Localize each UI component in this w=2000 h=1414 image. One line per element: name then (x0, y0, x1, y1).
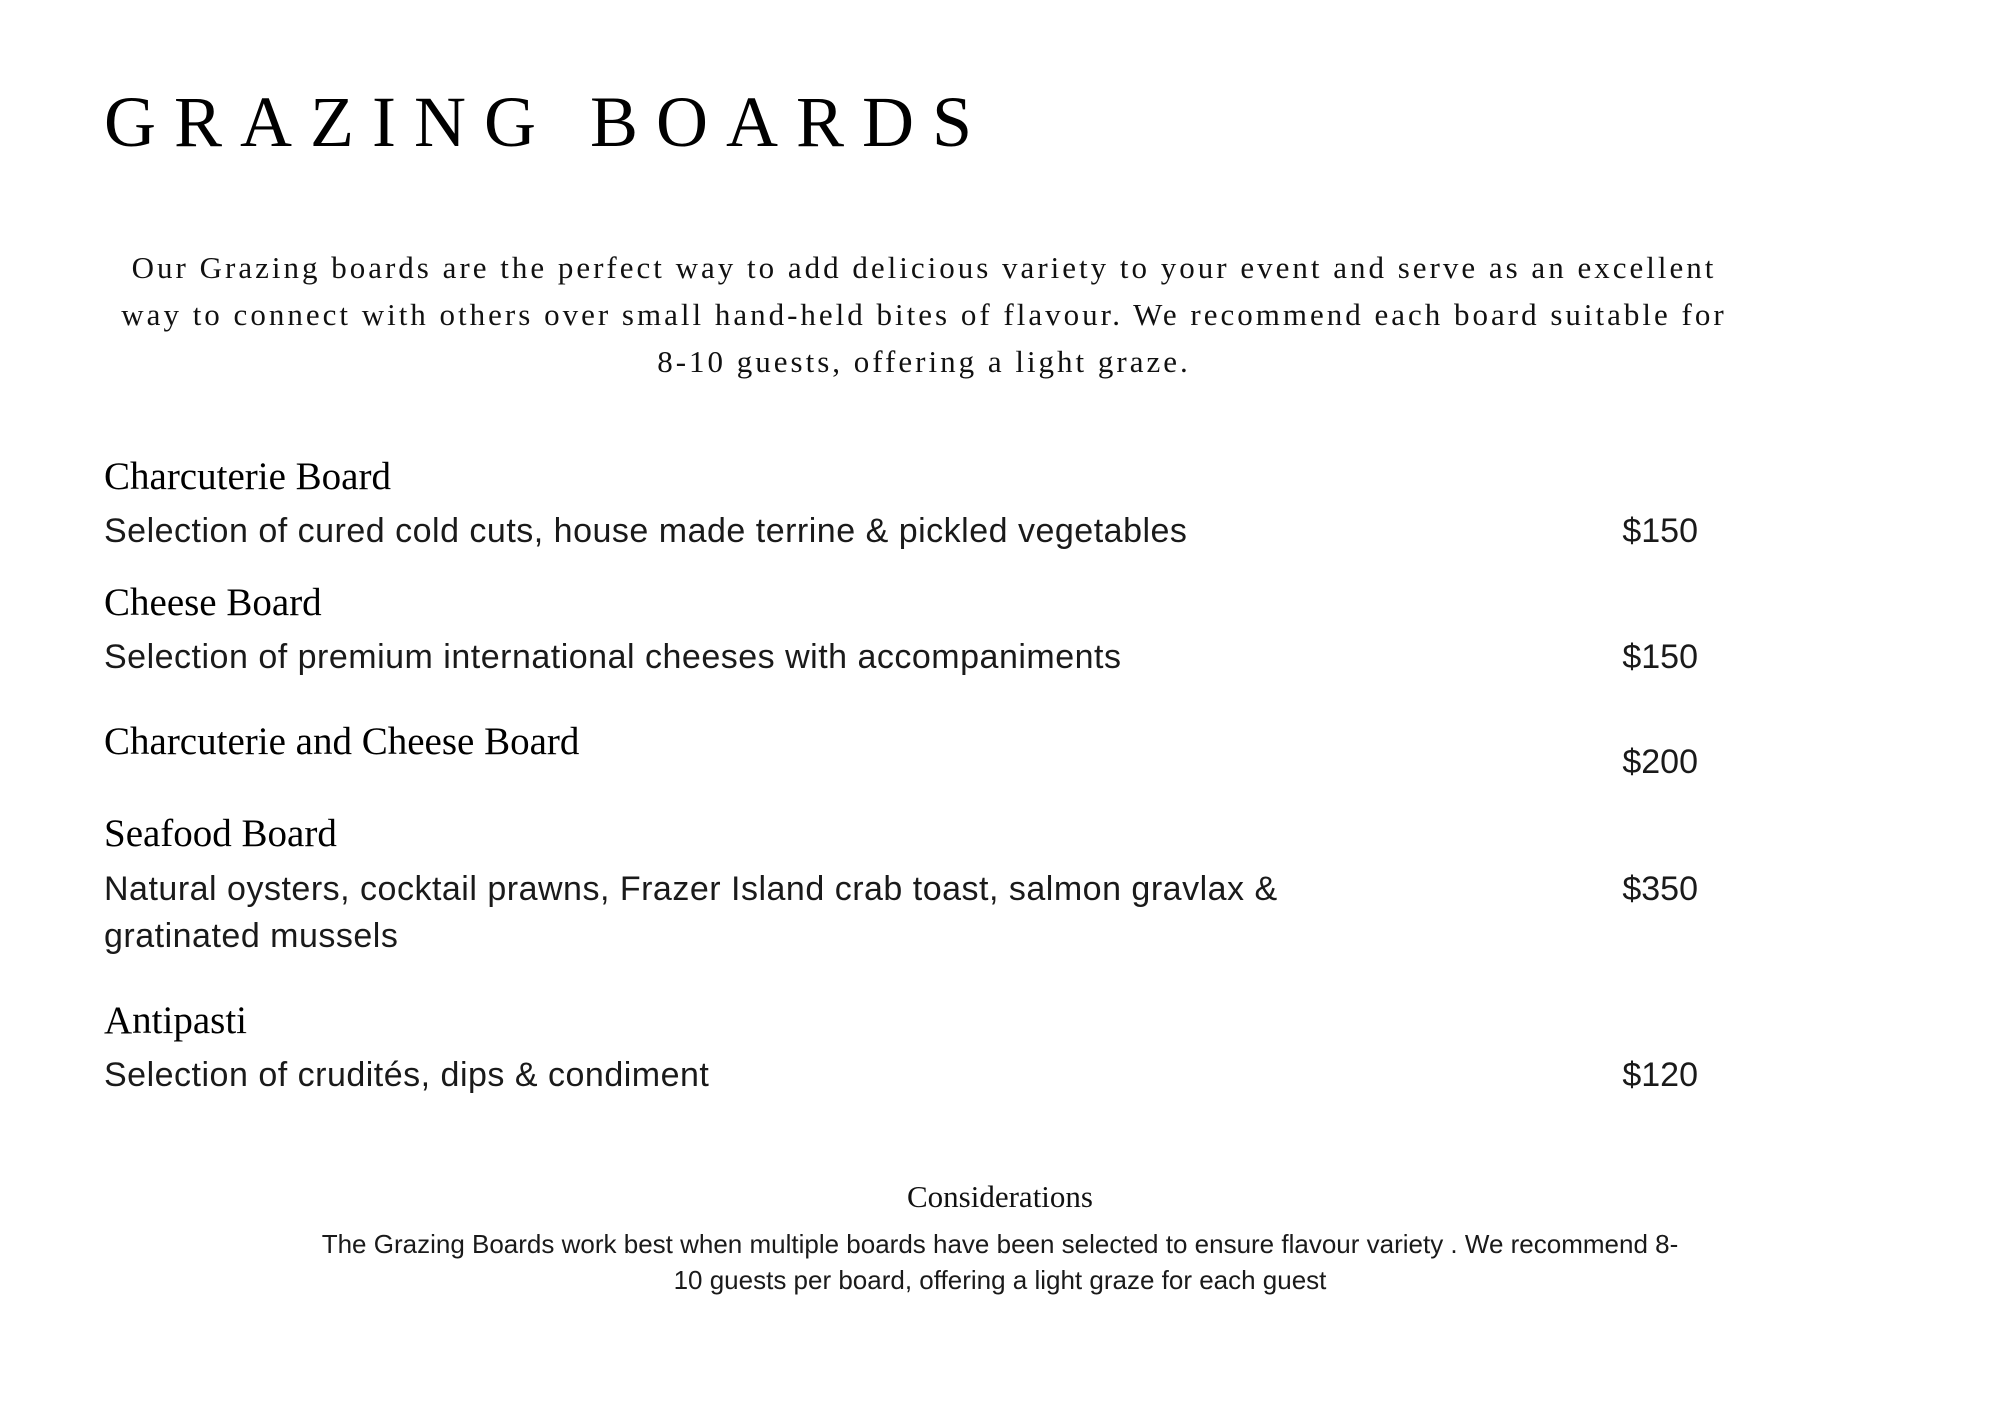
item-price-antipasti: $120 (1622, 1056, 1698, 1094)
item-name-antipasti: Antipasti (104, 999, 247, 1042)
item-price-seafood: $350 (1622, 870, 1698, 908)
item-description-seafood: Natural oysters, cocktail prawns, Frazer Island crab toast, salmon gravlax & gratinated mussels (104, 870, 1278, 955)
item-price-cheese: $150 (1622, 638, 1698, 676)
item-description-cheese: Selection of premium international cheeses with accompaniments (104, 638, 1122, 676)
item-description-charcuterie: Selection of cured cold cuts, house made terrine & pickled vegetables (104, 512, 1188, 550)
item-name-seafood: Seafood Board (104, 812, 337, 855)
item-name-charcuterie: Charcuterie Board (104, 455, 391, 498)
considerations-text: The Grazing Boards work best when multiple boards have been selected to ensure flavour variety . We recommend 8-10 guests per board, offering a light graze for each guest (321, 1229, 1679, 1295)
item-name-charcuterie-and-cheese: Charcuterie and Cheese Board (104, 720, 580, 763)
considerations-heading: Considerations (907, 1179, 1093, 1214)
item-price-charcuterie-and-cheese: $200 (1622, 743, 1698, 781)
item-name-cheese: Cheese Board (104, 581, 322, 624)
item-price-charcuterie: $150 (1622, 512, 1698, 550)
item-description-antipasti: Selection of crudités, dips & condiment (104, 1056, 710, 1094)
intro-paragraph: Our Grazing boards are the perfect way to add delicious variety to your event and serve as an excellent way to connect with others over small hand-held bites of flavour. We recommend each board suitable for 8-10 guests, offering a light graze. (121, 250, 1727, 379)
page-title: GRAZING BOARDS (104, 82, 991, 162)
